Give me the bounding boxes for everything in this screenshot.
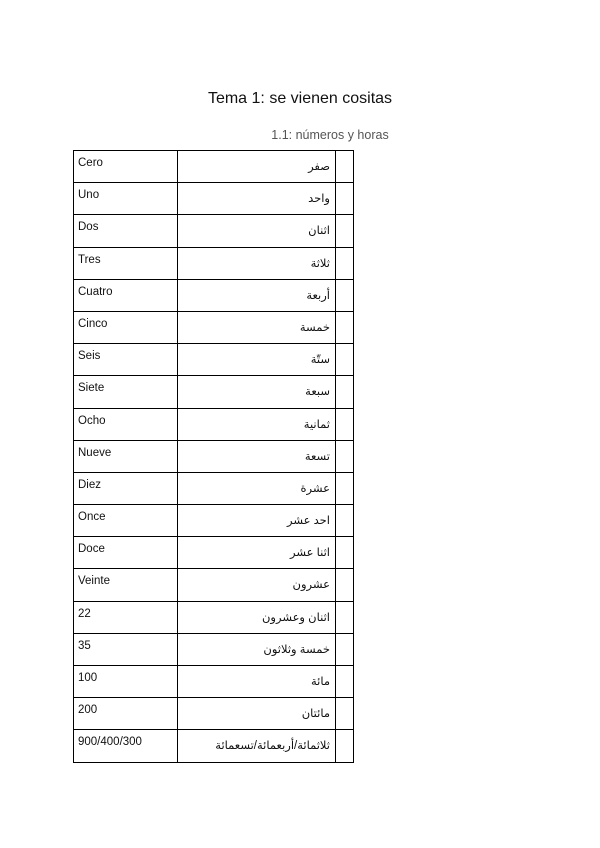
arabic-word-cell: احد عشر [178, 505, 336, 537]
empty-cell [336, 666, 354, 698]
empty-cell [336, 730, 354, 762]
empty-cell [336, 440, 354, 472]
arabic-word-cell: سبعة [178, 376, 336, 408]
empty-cell [336, 215, 354, 247]
spanish-word-cell: 22 [74, 601, 178, 633]
table-row [74, 633, 354, 665]
table-row [74, 601, 354, 633]
vocabulary-table-body [74, 151, 354, 763]
spanish-word-cell: 200 [74, 698, 178, 730]
spanish-word-cell: Dos [74, 215, 178, 247]
spanish-word-cell: Siete [74, 376, 178, 408]
arabic-word-cell: اثنان [178, 215, 336, 247]
empty-cell [336, 505, 354, 537]
empty-cell [336, 537, 354, 569]
spanish-word-cell: Cero [74, 151, 178, 183]
arabic-word-cell: أربعة [178, 279, 336, 311]
table-row [74, 376, 354, 408]
empty-cell [336, 247, 354, 279]
spanish-word-cell: Seis [74, 344, 178, 376]
arabic-word-cell: خمسة وثلاثون [178, 633, 336, 665]
arabic-word-cell: اثنا عشر [178, 537, 336, 569]
arabic-word-cell: ثمانية [178, 408, 336, 440]
table-row [74, 666, 354, 698]
spanish-word-cell: Diez [74, 472, 178, 504]
empty-cell [336, 698, 354, 730]
spanish-word-cell: Doce [74, 537, 178, 569]
empty-cell [336, 311, 354, 343]
empty-cell [336, 183, 354, 215]
empty-cell [336, 344, 354, 376]
table-row [74, 537, 354, 569]
spanish-word-cell: Cinco [74, 311, 178, 343]
table-row [74, 730, 354, 762]
empty-cell [336, 472, 354, 504]
table-row [74, 344, 354, 376]
section-subtitle: 1.1: números y horas [271, 128, 389, 142]
arabic-word-cell: ستّة [178, 344, 336, 376]
spanish-word-cell: Veinte [74, 569, 178, 601]
spanish-word-cell: Nueve [74, 440, 178, 472]
table-row [74, 440, 354, 472]
spanish-word-cell: 35 [74, 633, 178, 665]
spanish-word-cell: 100 [74, 666, 178, 698]
arabic-word-cell: ثلاثمائة/أربعمائة/تسعمائة [178, 730, 336, 762]
empty-cell [336, 633, 354, 665]
table-row [74, 279, 354, 311]
arabic-word-cell: مائة [178, 666, 336, 698]
empty-cell [336, 569, 354, 601]
empty-cell [336, 279, 354, 311]
arabic-word-cell: خمسة [178, 311, 336, 343]
arabic-word-cell: واحد [178, 183, 336, 215]
arabic-word-cell: تسعة [178, 440, 336, 472]
table-row [74, 247, 354, 279]
spanish-word-cell: 900/400/300 [74, 730, 178, 762]
table-row [74, 215, 354, 247]
empty-cell [336, 408, 354, 440]
arabic-word-cell: مائتان [178, 698, 336, 730]
table-row [74, 183, 354, 215]
spanish-word-cell: Tres [74, 247, 178, 279]
arabic-word-cell: عشرون [178, 569, 336, 601]
table-row [74, 151, 354, 183]
spanish-word-cell: Ocho [74, 408, 178, 440]
table-row [74, 505, 354, 537]
table-row [74, 698, 354, 730]
spanish-word-cell: Uno [74, 183, 178, 215]
table-row [74, 472, 354, 504]
empty-cell [336, 601, 354, 633]
empty-cell [336, 151, 354, 183]
table-row [74, 569, 354, 601]
arabic-word-cell: صفر [178, 151, 336, 183]
arabic-word-cell: ثلاثة [178, 247, 336, 279]
table-row [74, 408, 354, 440]
vocabulary-table [73, 150, 354, 763]
spanish-word-cell: Cuatro [74, 279, 178, 311]
page-title: Tema 1: se vienen cositas [207, 90, 393, 107]
table-row [74, 311, 354, 343]
spanish-word-cell: Once [74, 505, 178, 537]
empty-cell [336, 376, 354, 408]
arabic-word-cell: عشرة [178, 472, 336, 504]
arabic-word-cell: اثنان وعشرون [178, 601, 336, 633]
